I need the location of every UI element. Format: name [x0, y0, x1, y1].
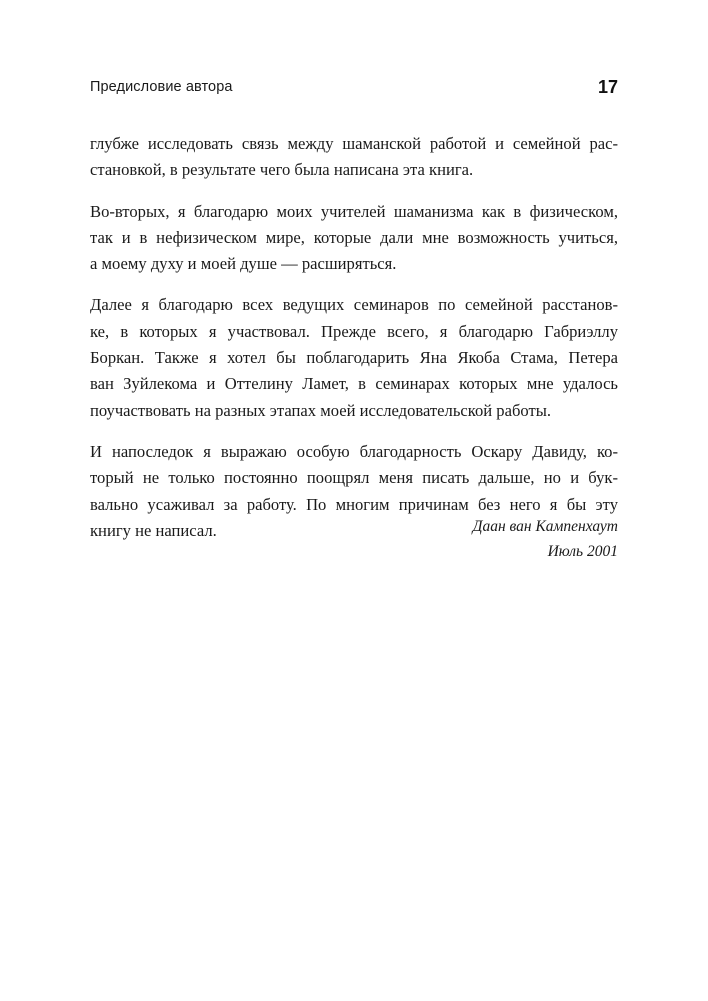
text-line: вально усаживал за работу. По многим причинам без него я бы эту [90, 494, 618, 514]
paragraph-3 [90, 292, 618, 423]
signature-block [318, 514, 618, 564]
signature-date: Июль 2001 [547, 543, 618, 560]
text-line: И напоследок я выражаю особую благодарность Оскару Давиду, ко- [90, 441, 618, 461]
text-line: становкой, в результате чего была написана эта книга. [90, 160, 474, 180]
body-text [90, 131, 618, 559]
running-title: Предисловие автора [90, 79, 233, 95]
text-line: Во-вторых, я благодарю моих учителей шаманизма как в физическом, [90, 201, 618, 221]
text-line: Боркан. Также я хотел бы поблагодарить Яна Якоба Стама, Петера [90, 348, 618, 368]
text-line: Далее я благодарю всех ведущих семинаров по семейной расстанов- [90, 295, 618, 315]
text-line: ке, в которых я участвовал. Прежде всего, я благодарю Габриэллу [90, 321, 618, 341]
text-line: а моему духу и моей душе — расширяться. [90, 254, 397, 274]
text-line: поучаствовать на разных этапах моей исследовательской работы. [90, 400, 552, 420]
text-line: глубже исследовать связь между шаманской работой и семейной рас- [90, 134, 618, 153]
text-line: торый не только постоянно поощрял меня писать дальше, но и бук- [90, 468, 618, 488]
text-line: ван Зуйлекома и Оттелину Ламет, в семинарах которых мне удалось [90, 374, 618, 394]
page-number: 17 [597, 77, 618, 97]
text-line: книгу не написал. [90, 520, 217, 540]
signature-author: Даан ван Кампенхаут [472, 518, 618, 535]
text-line: так и в нефизическом мире, которые дали мне возможность учиться, [90, 227, 618, 247]
running-header [90, 77, 618, 99]
paragraph-2 [90, 199, 618, 278]
paragraph-1 [90, 131, 618, 184]
